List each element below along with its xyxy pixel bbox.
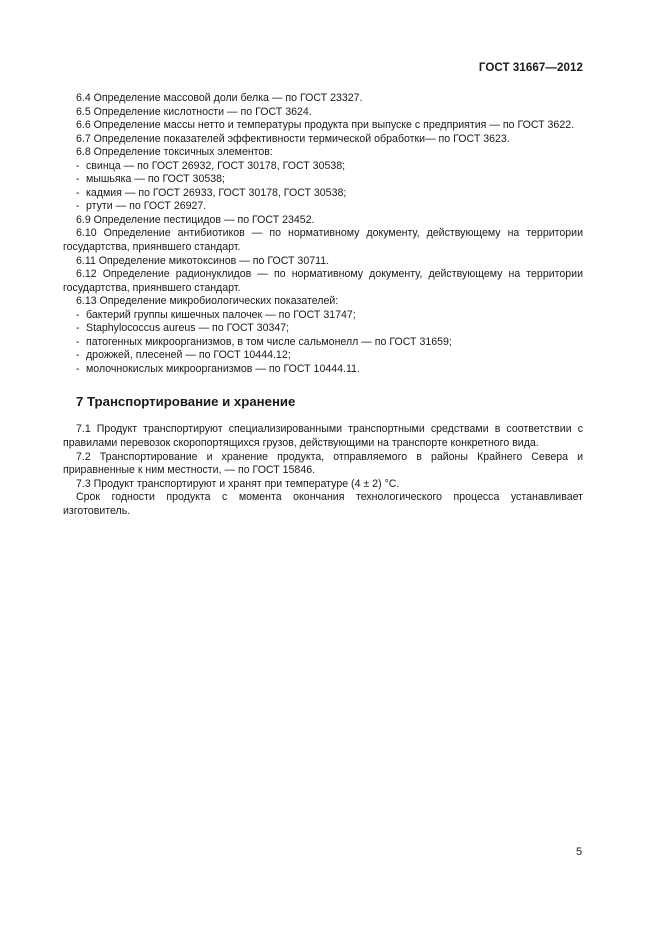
paragraph-6-4: 6.4 Определение массовой доли белка — по ГОСТ 23327.	[76, 92, 363, 104]
paragraph-7-2: 7.2 Транспортирование и хранение продукта, отправляемого в районы Крайнего Севера и приравненные к ним местности, — по ГОСТ 15846.	[63, 450, 583, 477]
document-code-header: ГОСТ 31667—2012	[478, 62, 583, 74]
paragraph-6-5: 6.5 Определение кислотности — по ГОСТ 3624.	[76, 105, 312, 118]
document-body	[63, 92, 583, 518]
list-item: - дрожжей, плесеней — по ГОСТ 10444.12;	[76, 349, 291, 362]
paragraph-6-8: 6.8 Определение токсичных элементов:	[76, 146, 273, 159]
list-item: - ртути — по ГОСТ 26927.	[76, 200, 207, 213]
list-item: - патогенных микроорганизмов, в том числе сальмонелл — по ГОСТ 31659;	[76, 335, 452, 348]
paragraph-6-11: 6.11 Определение микотоксинов — по ГОСТ 30711.	[76, 254, 330, 267]
list-item: - кадмия — по ГОСТ 26933, ГОСТ 30178, ГОСТ 30538;	[76, 186, 347, 199]
paragraph-6-10: 6.10 Определение антибиотиков — по нормативному документу, действующему на территории государтства, приянвшего стандарт.	[63, 227, 583, 254]
toxic-elements-list	[63, 160, 583, 214]
paragraph-6-13: 6.13 Определение микробиологических показателей:	[76, 295, 339, 308]
paragraph-7-1: 7.1 Продукт транспортируют специализированными транспортными средствами в соответствии с правилами перевозок скоропортящихся грузов, действующими на транспорте конкретного вида.	[63, 423, 583, 450]
list-item: - бактерий группы кишечных палочек — по ГОСТ 31747;	[76, 308, 356, 321]
list-item: - мышьяка — по ГОСТ 30538;	[76, 173, 225, 186]
list-item: - молочнокислых микроорганизмов — по ГОСТ 10444.11.	[76, 362, 360, 375]
section-7-heading: 7 Транспортирование и хранение	[76, 394, 296, 410]
list-item: - свинца — по ГОСТ 26932, ГОСТ 30178, ГОСТ 30538;	[76, 159, 346, 172]
paragraph-shelf-life: Срок годности продукта с момента окончания технологического процесса устанавливает изготовитель.	[63, 491, 583, 517]
paragraph-7-3: 7.3 Продукт транспортируют и хранят при температуре (4 ± 2) °С.	[76, 477, 400, 490]
paragraph-6-9: 6.9 Определение пестицидов — по ГОСТ 23452.	[76, 213, 315, 226]
list-item: - Staphylococcus aureus — по ГОСТ 30347;	[76, 322, 290, 335]
microbiology-list	[63, 309, 583, 377]
paragraph-6-12: 6.12 Определение радионуклидов — по нормативному документу, действующему на территории государтства, приянвшего стандарт.	[63, 268, 583, 294]
paragraph-6-6: 6.6 Определение массы нетто и температуры продукта при выпуске с предприятия — по ГОСТ 3622.	[76, 119, 575, 132]
page-number: 5	[576, 846, 583, 858]
paragraph-6-7: 6.7 Определение показателей эффективности термической обработки— по ГОСТ 3623.	[76, 132, 510, 145]
